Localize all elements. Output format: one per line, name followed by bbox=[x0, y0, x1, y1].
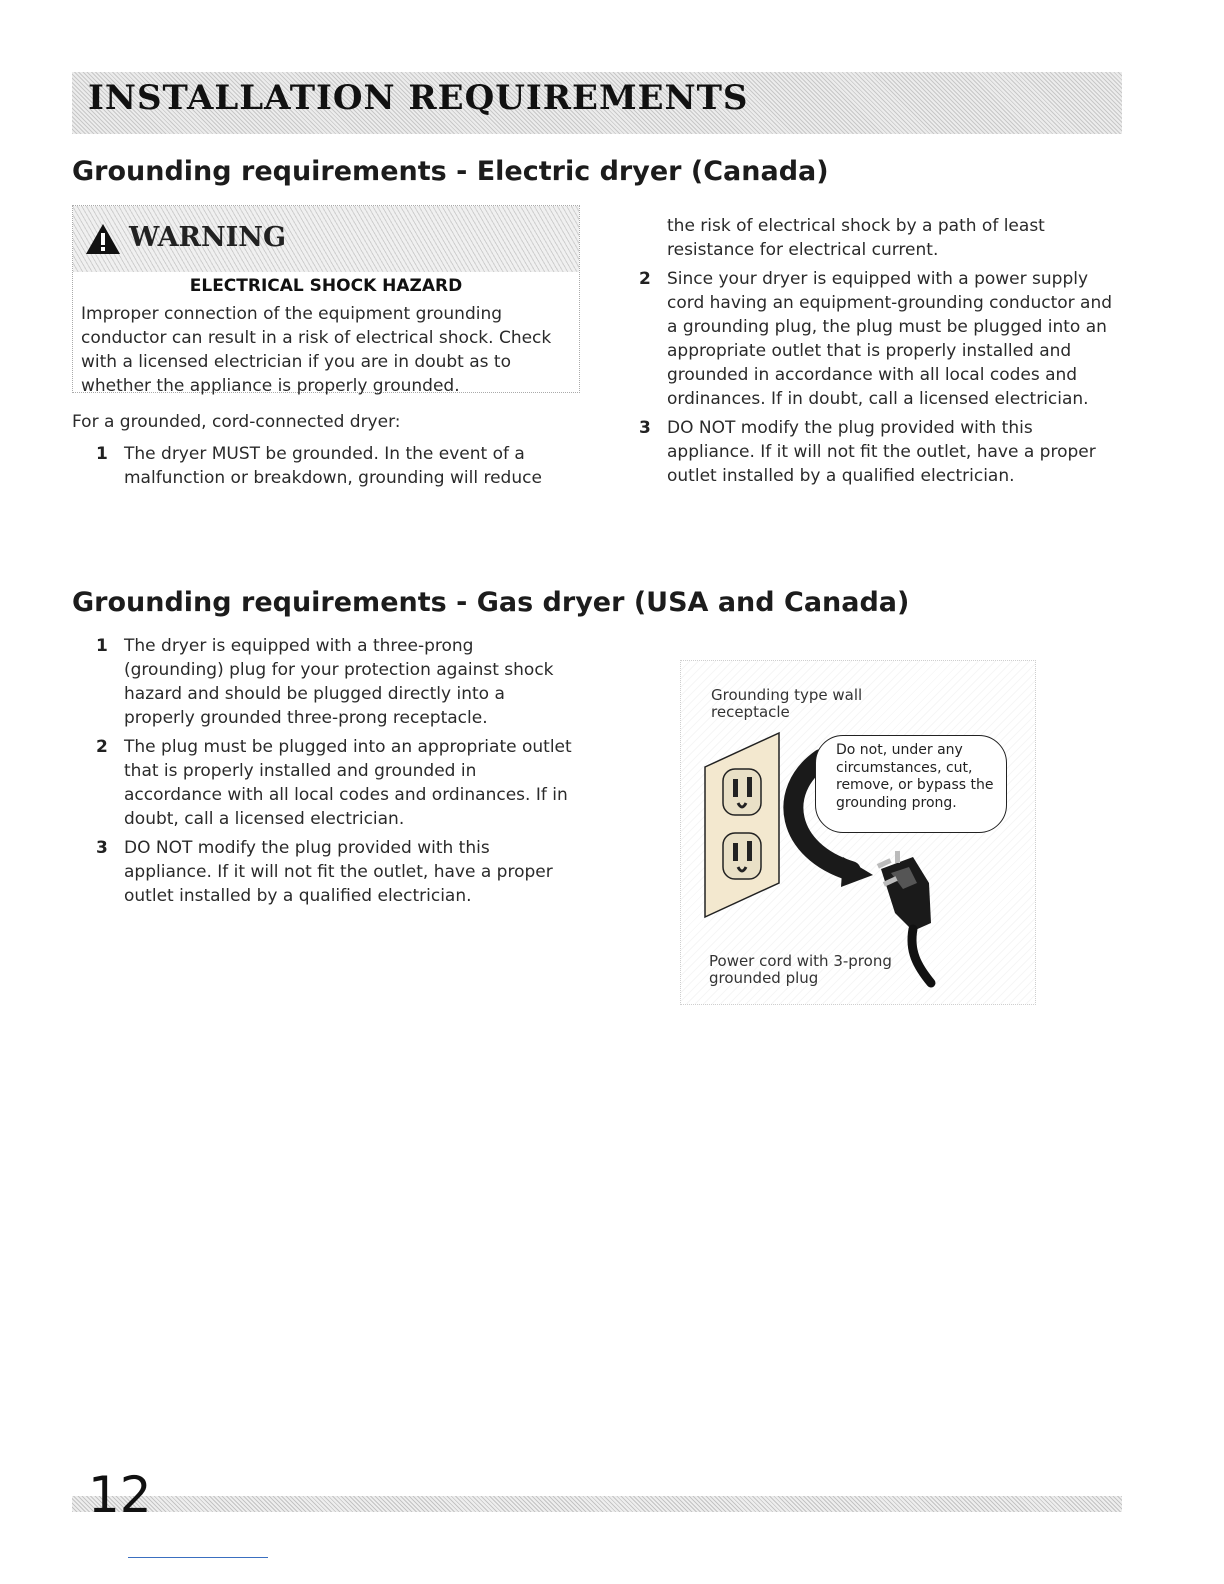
footer-band bbox=[72, 1496, 1122, 1512]
step-text: The plug must be plugged into an appropriate outlet that is properly installed and grounded in accordance with all local codes and ordinances. If in doubt, call a licensed electrician. bbox=[124, 737, 572, 829]
list-item bbox=[615, 214, 1120, 262]
hazard-text: Improper connection of the equipment grounding conductor can result in a risk of electrical shock. Check with a licensed electrician if you are in doubt as to whether the appliance is properly grounded. bbox=[81, 304, 552, 396]
step-text: Since your dryer is equipped with a power supply cord having an equipment-grounding conductor and a grounding plug, the plug must be plugged into an appropriate outlet that is properly installed and grounded in accordance with all local codes and ordinances. If in doubt, call a licensed electrician. bbox=[667, 269, 1113, 409]
step-text: The dryer MUST be grounded. In the event of a malfunction or breakdown, grounding will reduce bbox=[124, 444, 542, 488]
step-number: 2 bbox=[639, 269, 651, 289]
step-number: 1 bbox=[96, 444, 108, 464]
electric-steps-right bbox=[615, 214, 1120, 493]
step-number: 3 bbox=[96, 838, 108, 858]
header-banner bbox=[72, 72, 1122, 134]
gas-steps bbox=[72, 634, 572, 913]
step-text: DO NOT modify the plug provided with this appliance. If it will not fit the outlet, have a proper outlet installed by a qualified electrician. bbox=[667, 418, 1096, 486]
warning-triangle-icon bbox=[85, 222, 121, 256]
list-item bbox=[615, 267, 1120, 411]
warning-label: WARNING bbox=[129, 222, 287, 253]
section-title-gas: Grounding requirements - Gas dryer (USA and Canada) bbox=[72, 587, 910, 618]
list-item bbox=[72, 442, 572, 490]
arrow-head-icon bbox=[841, 857, 873, 887]
electric-steps-left bbox=[72, 442, 572, 495]
step-text: The dryer is equipped with a three-prong (grounding) plug for your protection against shock hazard and should be plugged directly into a properly grounded three-prong receptacle. bbox=[124, 636, 554, 728]
step-number: 1 bbox=[96, 636, 108, 656]
section-title-electric: Grounding requirements - Electric dryer (Canada) bbox=[72, 156, 829, 187]
page-title: INSTALLATION REQUIREMENTS bbox=[88, 78, 749, 118]
list-item bbox=[615, 416, 1120, 488]
three-prong-plug-icon bbox=[877, 851, 931, 931]
hazard-title: ELECTRICAL SHOCK HAZARD bbox=[189, 276, 463, 296]
callout-bubble bbox=[815, 735, 1007, 833]
warning-header bbox=[73, 206, 579, 272]
receptacle-label: Grounding type wall receptacle bbox=[711, 686, 863, 721]
wall-plate-icon bbox=[705, 733, 779, 917]
grounding-illustration bbox=[680, 660, 1036, 1005]
warning-box bbox=[72, 205, 580, 396]
list-item bbox=[72, 836, 572, 908]
page-number: 12 bbox=[88, 1466, 152, 1524]
step-number: 3 bbox=[639, 418, 651, 438]
step-number: 2 bbox=[96, 737, 108, 757]
cord-label: Power cord with 3-prong grounded plug bbox=[709, 952, 892, 987]
callout-text: Do not, under any circumstances, cut, remove, or bypass the grounding prong. bbox=[836, 742, 994, 811]
power-cord-icon bbox=[912, 929, 931, 983]
list-item bbox=[72, 735, 572, 831]
step-text-continued: the risk of electrical shock by a path of least resistance for electrical current. bbox=[667, 216, 1045, 260]
list-item bbox=[72, 634, 572, 730]
step-text: DO NOT modify the plug provided with this appliance. If it will not fit the outlet, have a proper outlet installed by a qualified electrician. bbox=[124, 838, 553, 906]
outlet-bottom-icon bbox=[723, 833, 761, 879]
intro-text: For a grounded, cord-connected dryer: bbox=[72, 412, 401, 432]
footer-divider bbox=[128, 1557, 268, 1558]
outlet-top-icon bbox=[723, 769, 761, 815]
